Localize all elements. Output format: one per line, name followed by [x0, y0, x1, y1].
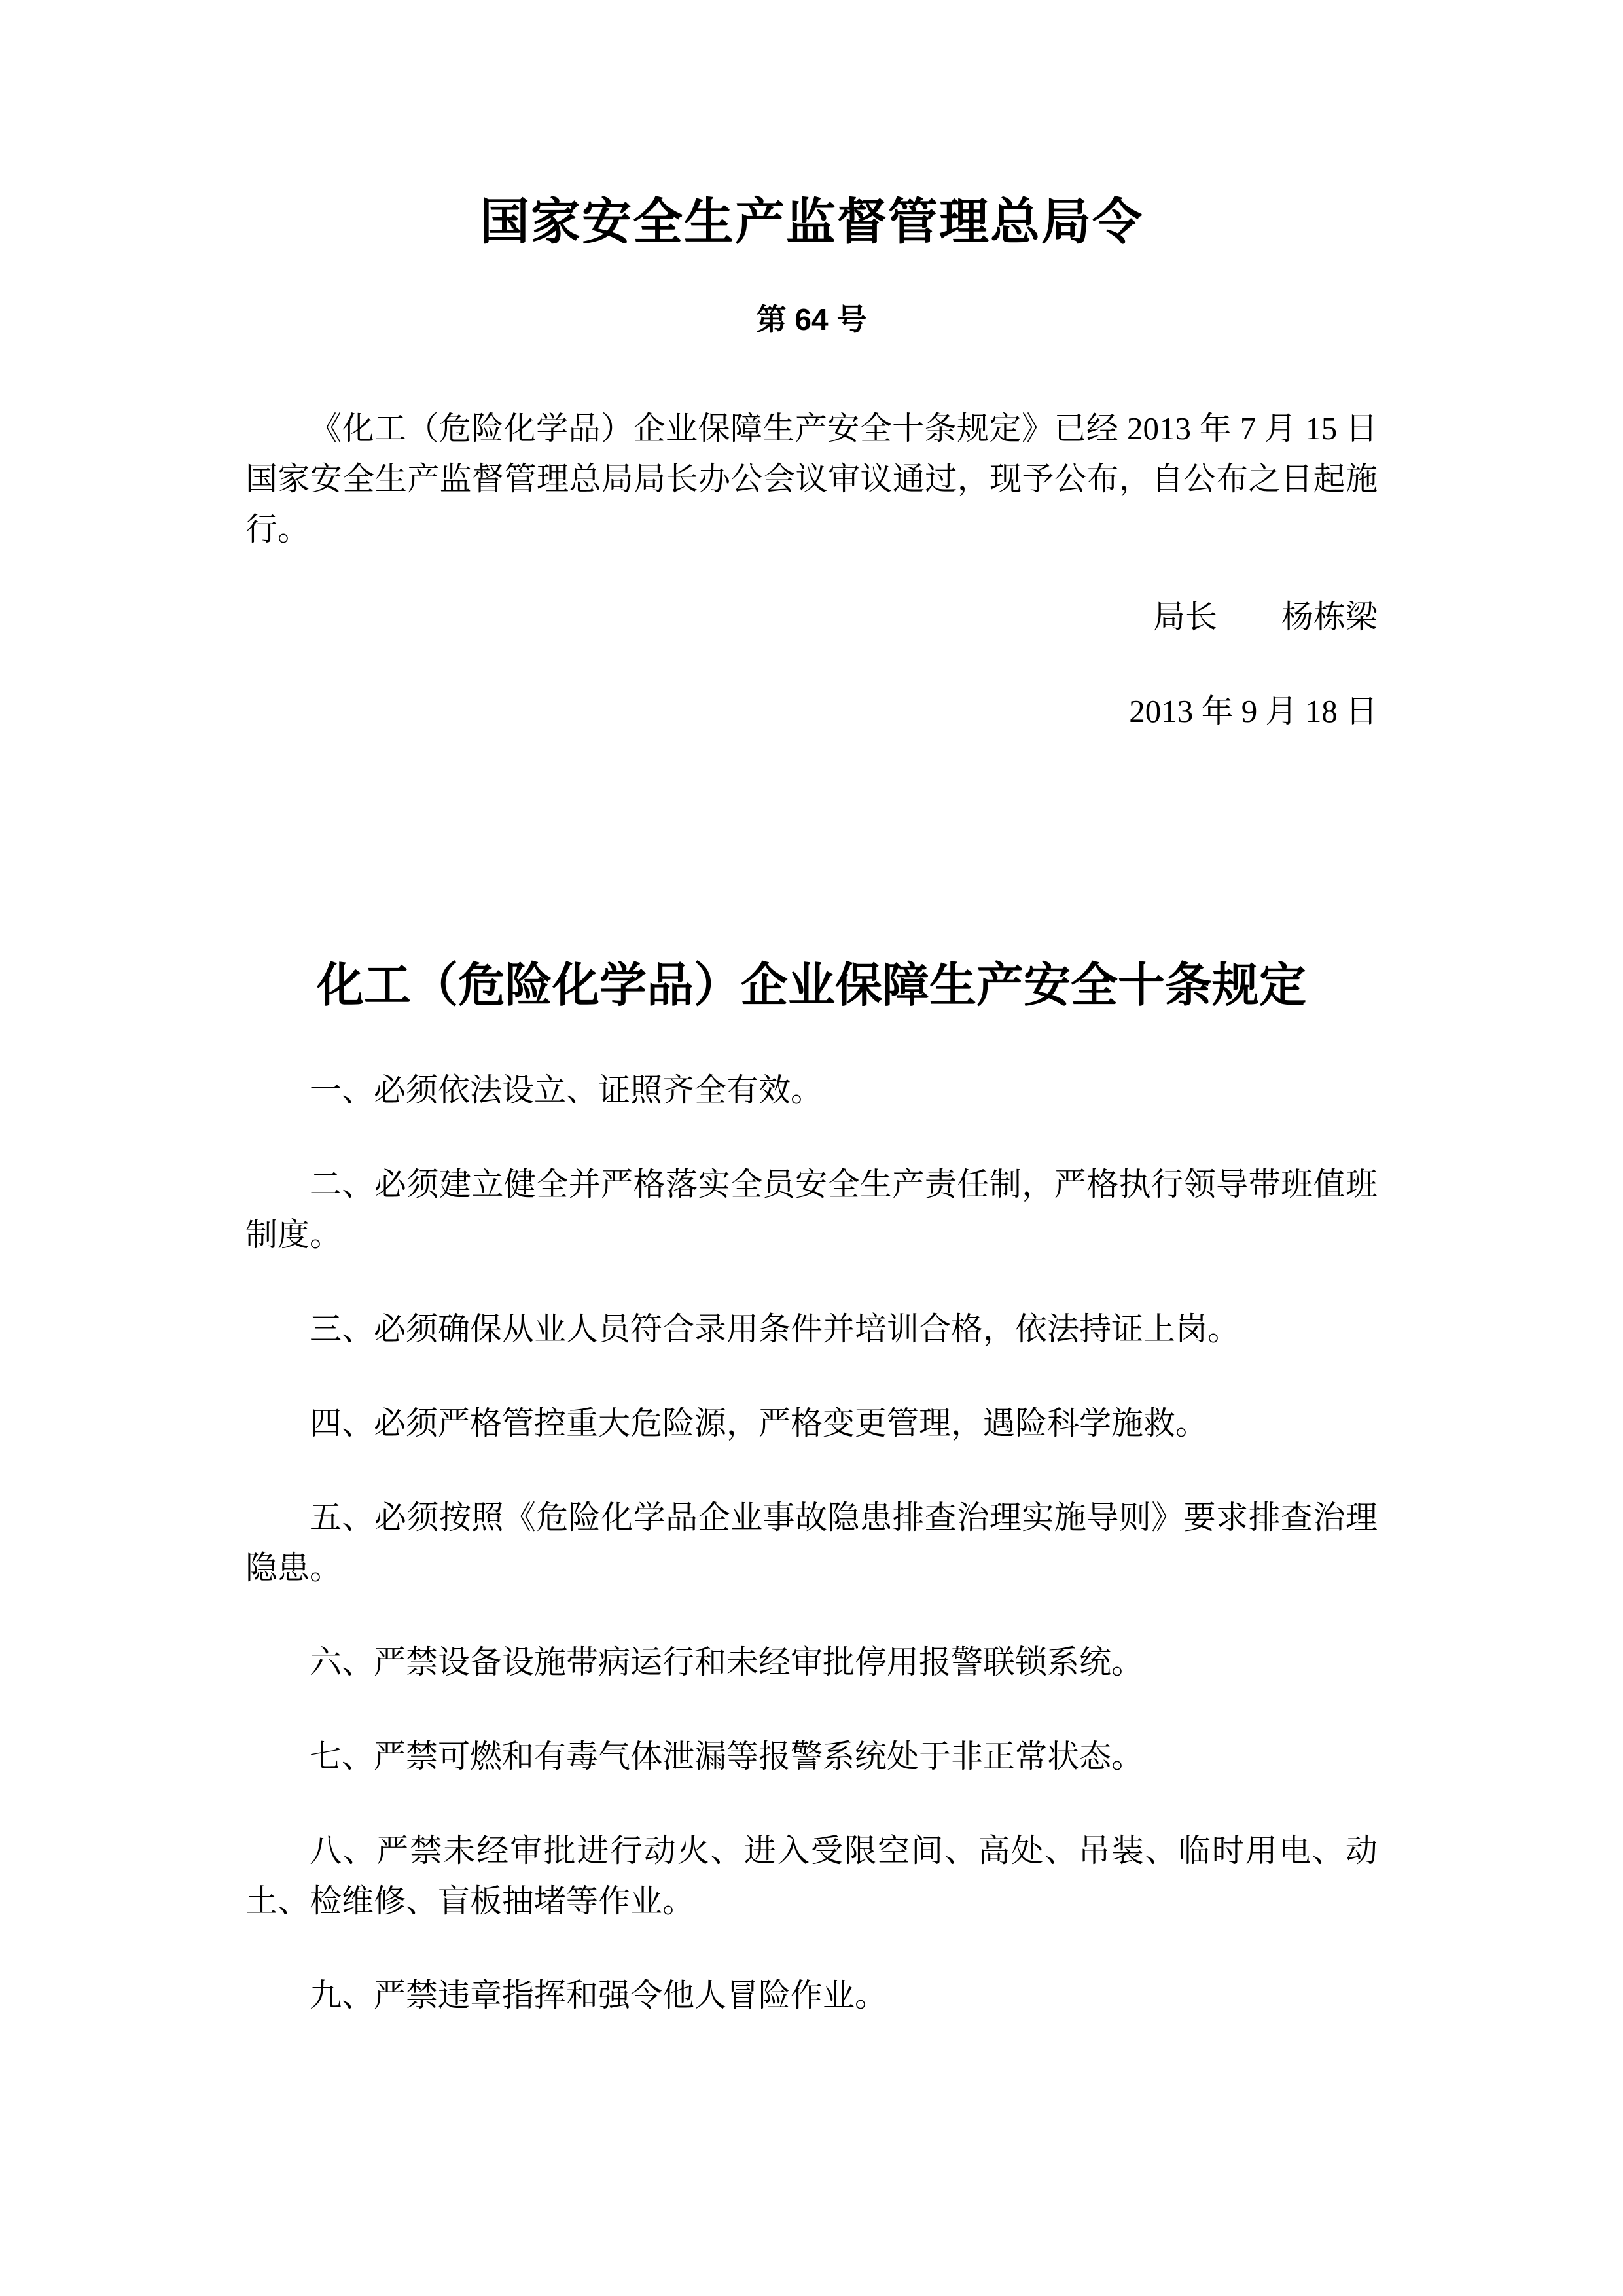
order-number: 第 64 号 [756, 302, 867, 336]
regulation-item: 四、必须严格管控重大危险源，严格变更管理，遇险科学施救。 [310, 1405, 1208, 1441]
regulation-item: 九、严禁违章指挥和强令他人冒险作业。 [310, 1977, 887, 2013]
document-title: 国家安全生产监督管理总局令 [480, 195, 1143, 250]
regulation-item: 六、严禁设备设施带病运行和未经审批停用报警联锁系统。 [310, 1644, 1144, 1680]
regulation-item: 五、必须按照《危险化学品企业事故隐患排查治理实施导则》要求排查治理隐患。 [245, 1499, 1378, 1586]
regulation-item: 三、必须确保从业人员符合录用条件并培训合格，依法持证上岗。 [310, 1311, 1240, 1347]
regulation-item: 一、必须依法设立、证照齐全有效。 [310, 1072, 823, 1108]
regulation-title: 化工（危险化学品）企业保障生产安全十条规定 [316, 960, 1306, 1012]
regulation-item: 二、必须建立健全并严格落实全员安全生产责任制，严格执行领导带班值班制度。 [245, 1166, 1378, 1253]
signer-line: 局长 杨栋梁 [1152, 599, 1378, 635]
preamble-paragraph: 《化工（危险化学品）企业保障生产安全十条规定》已经 2013 年 7 月 15 日国家安全生产监督管理总局局长办公会议审议通过，现予公布，自公布之日起施行。 [245, 410, 1378, 547]
regulation-item: 八、严禁未经审批进行动火、进入受限空间、高处、吊装、临时用电、动土、检维修、盲板抽堵等作业。 [245, 1833, 1378, 1919]
regulation-item: 七、严禁可燃和有毒气体泄漏等报警系统处于非正常状态。 [310, 1738, 1144, 1774]
issue-date: 2013 年 9 月 18 日 [1129, 693, 1378, 729]
